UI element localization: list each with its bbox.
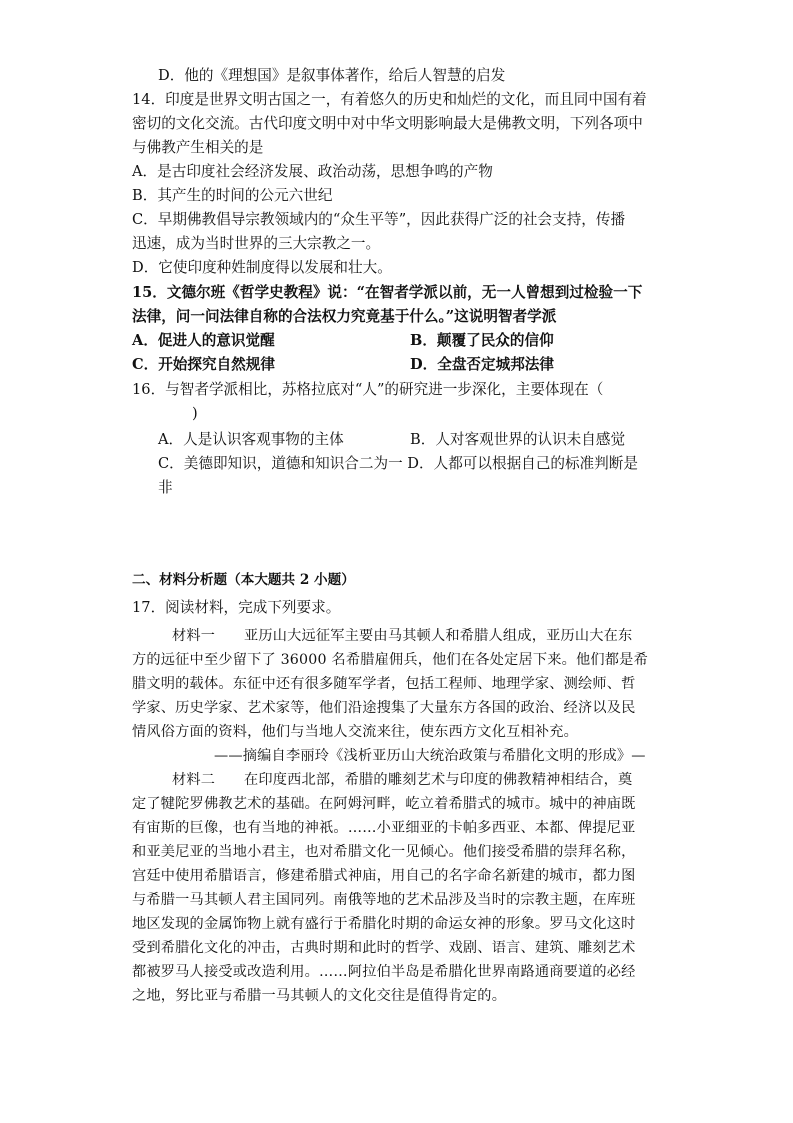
- q14-stem-line-1: 14．印度是世界文明古国之一，有着悠久的历史和灿烂的文化，而且同中国有着: [132, 91, 647, 108]
- q16-stem-line-2: ): [192, 405, 198, 422]
- q15-stem-line-1: 15．文德尔班《哲学史教程》说：“在智者学派以前，无一人曾想到过检验一下: [132, 284, 643, 301]
- q17-material-1-line-4: 学家、历史学家、艺术家等，他们沿途搜集了大量东方各国的政治、经济以及民: [132, 700, 636, 716]
- q17-material-2-line-5: 宫廷中使用希腊语言，修建希腊式神庙，用自己的名字命名新建的城市，都力图: [132, 868, 636, 884]
- q15-option-c: C．开始探究自然规律: [132, 356, 275, 373]
- section-title: 二、材料分析题（本大题共 2 小题）: [132, 572, 355, 588]
- q16-option-a: A．人是认识客观事物的主体: [158, 431, 344, 448]
- q17-material-2-line-7: 地区发现的金属饰物上就有盛行于希腊化时期的命运女神的形象。罗马文化这时: [132, 916, 636, 932]
- q14-stem-line-2: 密切的文化交流。古代印度文明中对中华文明影响最大是佛教文明，下列各项中: [132, 115, 643, 132]
- q17-material-2-line-4: 和亚美尼亚的当地小君主，也对希腊文化一见倾心。他们接受希腊的崇拜名称，: [132, 844, 636, 860]
- q17-material-2-line-3: 有宙斯的巨像，也有当地的神祇。……小亚细亚的卡帕多西亚、本都、俾提尼亚: [132, 820, 636, 836]
- q17-material-2-line-1: 材料二 在印度西北部，希腊的雕刻艺术与印度的佛教精神相结合，奠: [172, 772, 633, 788]
- q14-option-c-line-1: C．早期佛教倡导宗教领域内的“众生平等”，因此获得广泛的社会支持，传播: [132, 211, 626, 228]
- q17-material-2-line-8: 受到希腊化文化的冲击，古典时期和此时的哲学、戏剧、语言、建筑、雕刻艺术: [132, 940, 636, 956]
- q16-option-c-d: C．美德即知识，道德和知识合二为一 D．人都可以根据自己的标准判断是: [158, 455, 638, 472]
- q15-option-d: D．全盘否定城邦法律: [410, 356, 555, 373]
- q17-material-2-line-10: 之地，努比亚与希腊一马其顿人的文化交往是值得肯定的。: [132, 988, 507, 1004]
- q15-option-b: B．颠覆了民众的信仰: [410, 332, 554, 349]
- q14-stem-line-3: 与佛教产生相关的是: [132, 139, 264, 156]
- q17-material-1-line-2: 方的远征中至少留下了 36000 名希腊雇佣兵，他们在各处定居下来。他们都是希: [132, 652, 648, 668]
- q17-material-1-source: ——摘编自李丽玲《浅析亚历山大统治政策与希腊化文明的形成》—: [214, 748, 646, 764]
- q14-option-c-line-2: 迅速，成为当时世界的三大宗教之一。: [132, 235, 381, 252]
- q17-material-2-line-2: 定了犍陀罗佛教艺术的基础。在阿姆河畔，屹立着希腊式的城市。城中的神庙既: [132, 796, 636, 812]
- q14-option-b: B．其产生的时间的公元六世纪: [132, 187, 333, 204]
- q17-material-1-line-5: 情风俗方面的资料，他们与当地人交流来往，使东西方文化互相补充。: [132, 724, 579, 740]
- q15-stem-line-2: 法律，问一问法律自称的合法权力究竟基于什么。”这说明智者学派: [132, 308, 557, 325]
- q17-material-1-line-1: 材料一 亚历山大远征军主要由马其顿人和希腊人组成，亚历山大在东: [172, 628, 633, 644]
- q17-material-2-line-9: 都被罗马人接受或改造利用。……阿拉伯半岛是希腊化世界南路通商要道的必经: [132, 964, 636, 980]
- q13-option-d: D．他的《理想国》是叙事体著作，给后人智慧的启发: [158, 67, 506, 84]
- q16-option-b: B．人对客观世界的认识未自感觉: [410, 431, 626, 448]
- q14-option-d: D．它使印度种姓制度得以发展和壮大。: [132, 259, 392, 276]
- q17-material-2-line-6: 与希腊一马其顿人君主国同列。南俄等地的艺术品涉及当时的宗教主题，在库班: [132, 892, 636, 908]
- q14-option-a: A．是古印度社会经济发展、政治动荡，思想争鸣的产物: [132, 163, 493, 180]
- q16-option-d-cont: 非: [158, 479, 173, 496]
- q16-stem-line-1: 16．与智者学派相比，苏格拉底对“人”的研究进一步深化，主要体现在（: [132, 381, 604, 398]
- q17-stem: 17．阅读材料，完成下列要求。: [132, 599, 341, 616]
- q15-option-a: A．促进人的意识觉醒: [132, 332, 275, 349]
- q17-material-1-line-3: 腊文明的载体。东征中还有很多随军学者，包括工程师、地理学家、测绘师、哲: [132, 676, 636, 692]
